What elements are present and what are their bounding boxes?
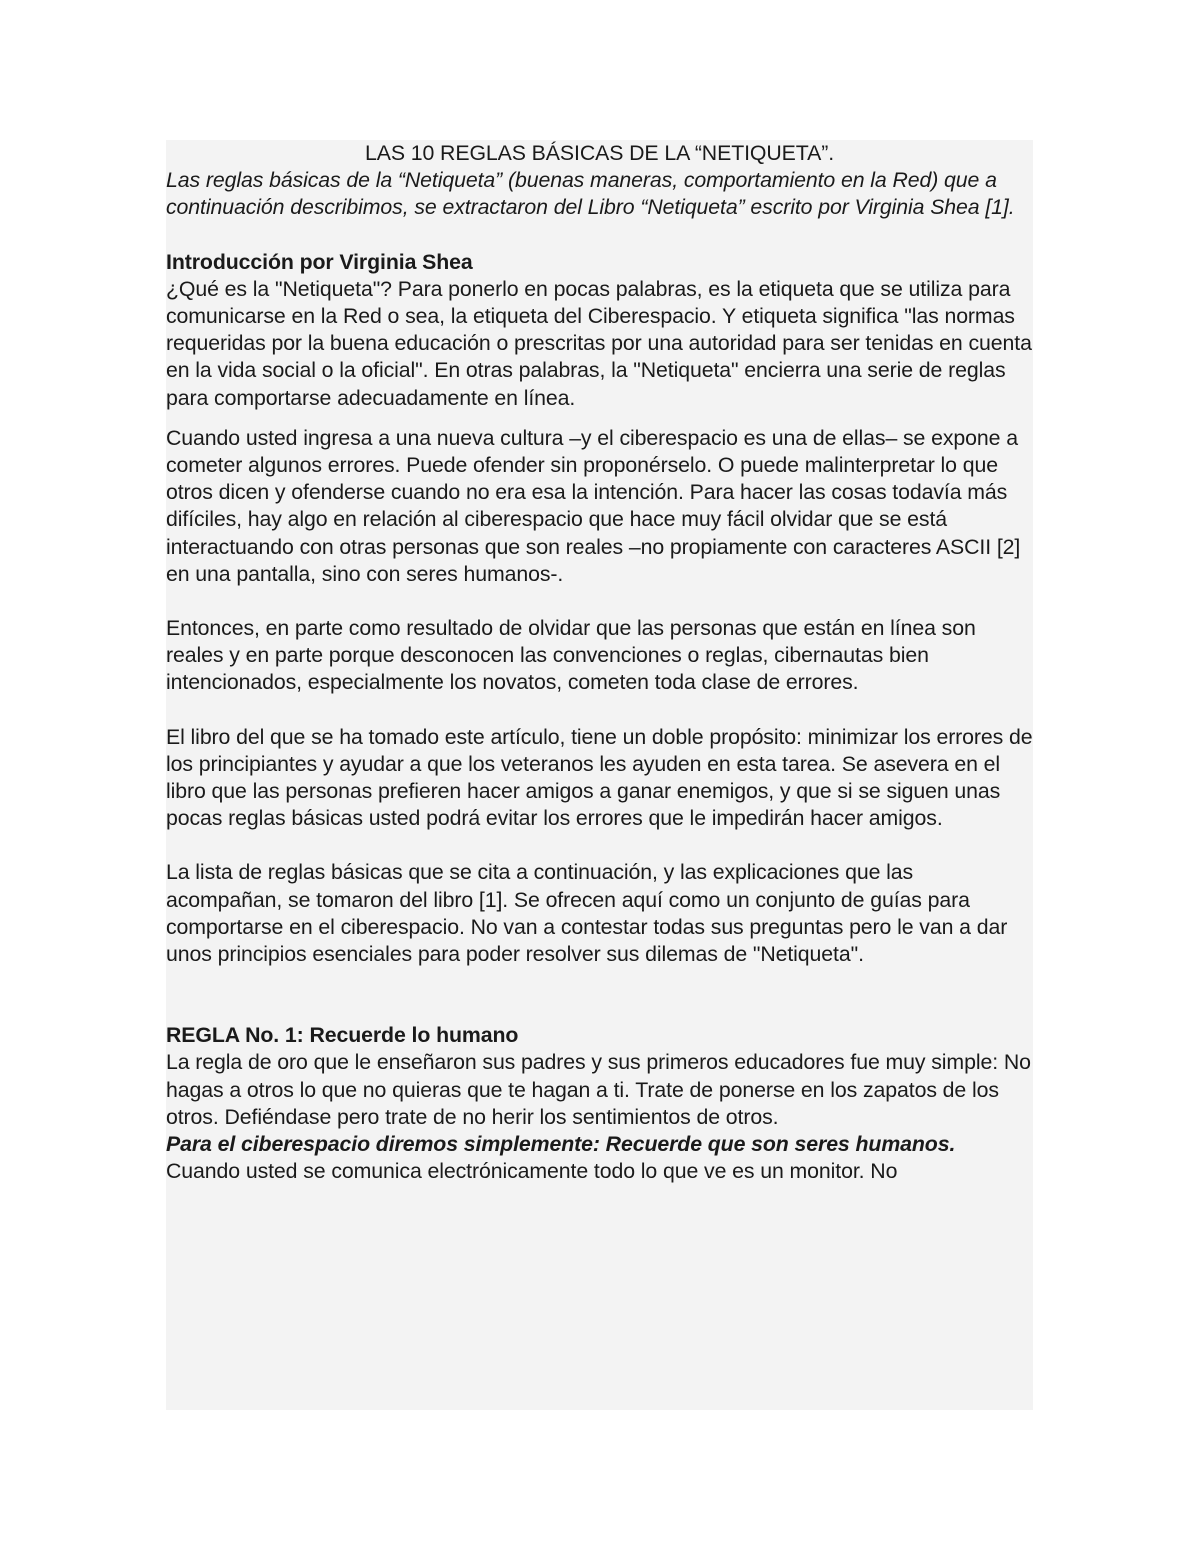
paragraph-what-is-netiquette: ¿Qué es la "Netiqueta"? Para ponerlo en pocas palabras, es la etiqueta que se utiliza para comunicarse en la Red o sea, la etiqueta del Ciberespacio. Y etiqueta significa "las normas requeridas por la buena educación o prescritas por una autoridad para ser tenidas en cuenta en la vida social o la oficial". En otras palabras, la "Netiqueta" encierra una serie de reglas para comportarse adecuadamente en línea. bbox=[166, 276, 1032, 410]
spacer bbox=[166, 588, 1033, 615]
rule-1-continuation: Cuando usted se comunica electrónicamente todo lo que ve es un monitor. No bbox=[166, 1159, 898, 1184]
spacer bbox=[166, 832, 1033, 859]
spacer bbox=[166, 697, 1033, 724]
section-heading-intro: Introducción por Virginia Shea bbox=[166, 249, 473, 274]
intro-italic-paragraph: Las reglas básicas de la “Netiqueta” (buenas maneras, comportamiento en la Red) que a continuación describimos, se extractaron del Libro “Netiqueta” escrito por Virginia Shea [1]. bbox=[166, 168, 1015, 220]
spacer bbox=[166, 222, 1033, 249]
paragraph-book-purpose: El libro del que se ha tomado este artículo, tiene un doble propósito: minimizar los errores de los principiantes y ayudar a que los veteranos les ayuden en esta tarea. Se asevera en el libro que las personas prefieren hacer amigos a ganar enemigos, y que si se siguen unas pocas reglas básicas usted podrá evitar los errores que le impedirán hacer amigos. bbox=[166, 724, 1033, 831]
rule-1-text: La regla de oro que le enseñaron sus padres y sus primeros educadores fue muy simple: No hagas a otros lo que no quieras que te hagan a ti. Trate de ponerse en los zapatos de los otros. Defiéndase pero trate de no herir los sentimientos de otros. bbox=[166, 1050, 1031, 1129]
rule-1-emphasis: Para el ciberespacio diremos simplemente: Recuerde que son seres humanos. bbox=[166, 1132, 956, 1157]
document-title: LAS 10 REGLAS BÁSICAS DE LA “NETIQUETA”. bbox=[364, 141, 835, 165]
paragraph-rules-list: La lista de reglas básicas que se cita a continuación, y las explicaciones que las acompañan, se tomaron del libro [1]. Se ofrecen aquí como un conjunto de guías para comportarse en el ciberespacio. No van a contestar todas sus preguntas pero le van a dar unos principios esenciales para poder resolver sus dilemas de "Netiqueta". bbox=[166, 860, 1008, 967]
document-page bbox=[166, 140, 1033, 1410]
spacer bbox=[166, 412, 1033, 425]
paragraph-mistakes: Entonces, en parte como resultado de olvidar que las personas que están en línea son reales y en parte porque desconocen las convenciones o reglas, cibernautas bien intencionados, especialmente los novatos, cometen toda clase de errores. bbox=[166, 616, 976, 695]
spacer bbox=[166, 968, 1033, 1022]
rule-1-heading: REGLA No. 1: Recuerde lo humano bbox=[166, 1023, 519, 1048]
paragraph-new-culture: Cuando usted ingresa a una nueva cultura –y el ciberespacio es una de ellas– se expone a cometer algunos errores. Puede ofender sin proponérselo. O puede malinterpretar lo que otros dicen y ofenderse cuando no era esa la intención. Para hacer las cosas todavía más difíciles, hay algo en relación al ciberespacio que hace muy fácil olvidar que se está interactuando con otras personas que son reales –no propiamente con caracteres ASCII [2] en una pantalla, sino con seres humanos-. bbox=[166, 425, 1021, 586]
